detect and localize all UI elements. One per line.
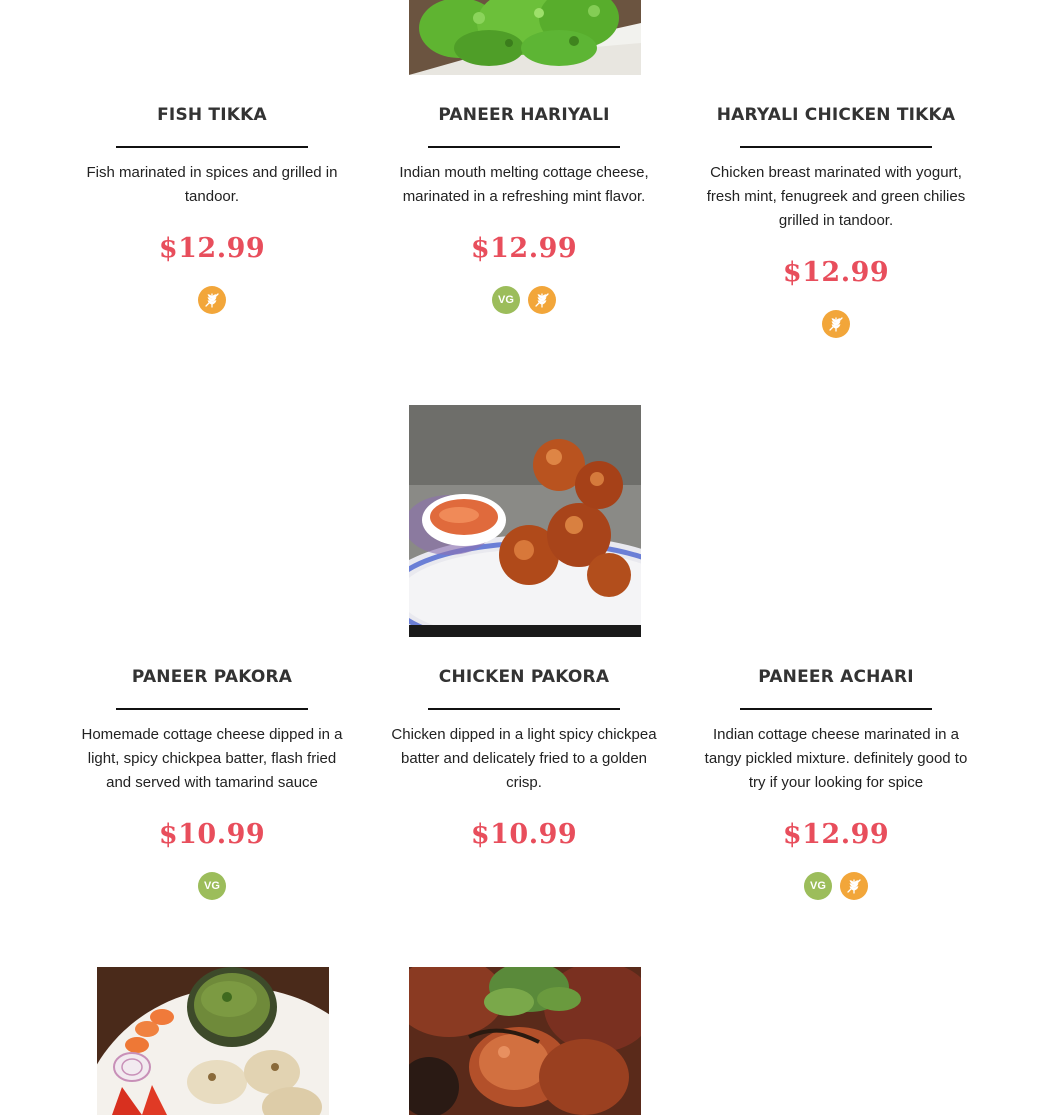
- dietary-badges: [62, 872, 362, 902]
- title-divider: [116, 146, 308, 148]
- title-divider: [428, 146, 620, 148]
- food-photo-tandoori-shrimp: [409, 967, 641, 1115]
- item-description: Chicken breast marinated with yogurt, fresh mint, fenugreek and green chilies grilled in tandoor.: [706, 164, 966, 229]
- dietary-badges: [686, 310, 986, 340]
- dietary-badges: [62, 286, 362, 316]
- menu-item-chicken-pakora: [374, 666, 674, 902]
- dietary-badges: [686, 872, 986, 902]
- dietary-badges: [374, 286, 674, 316]
- title-divider: [740, 708, 932, 710]
- menu-item-paneer-pakora: [62, 666, 362, 902]
- item-price: $10.99: [470, 819, 578, 850]
- vegan-badge-icon: VG: [804, 872, 832, 900]
- menu-item-paneer-achari: [686, 666, 986, 902]
- item-description: Chicken dipped in a light spicy chickpea batter and delicately fried to a golden crisp.: [391, 726, 657, 791]
- item-title: FISH TIKKA: [157, 105, 267, 125]
- item-price: $12.99: [470, 233, 578, 264]
- title-divider: [428, 708, 620, 710]
- item-title: CHICKEN PAKORA: [438, 667, 610, 687]
- menu-item-haryali-chicken-tikka: [686, 104, 986, 340]
- item-description: Indian cottage cheese marinated in a tangy pickled mixture. definitely good to try if your looking for spice: [704, 726, 968, 791]
- food-photo-paneer-hariyali: [409, 0, 641, 75]
- gluten-free-wheat-icon: [528, 286, 556, 314]
- food-photo-chicken-pakora: [409, 405, 641, 637]
- dietary-badges: [374, 872, 674, 902]
- vegan-badge-icon: VG: [492, 286, 520, 314]
- title-divider: [116, 708, 308, 710]
- item-title: PANEER ACHARI: [758, 667, 914, 687]
- item-title: PANEER HARIYALI: [438, 105, 610, 125]
- food-photo-tikka-platter: [97, 967, 329, 1115]
- item-title: HARYALI CHICKEN TIKKA: [716, 105, 956, 125]
- menu-item-paneer-hariyali: [374, 104, 674, 316]
- title-divider: [740, 146, 932, 148]
- item-price: $12.99: [158, 233, 266, 264]
- item-price: $12.99: [782, 819, 890, 850]
- item-description: Homemade cottage cheese dipped in a light, spicy chickpea batter, flash fried and served with tamarind sauce: [81, 726, 343, 791]
- item-title: PANEER PAKORA: [131, 667, 293, 687]
- gluten-free-wheat-icon: [822, 310, 850, 338]
- vegan-badge-icon: VG: [198, 872, 226, 900]
- menu-item-fish-tikka: [62, 104, 362, 316]
- item-price: $12.99: [782, 257, 890, 288]
- gluten-free-wheat-icon: [840, 872, 868, 900]
- gluten-free-wheat-icon: [198, 286, 226, 314]
- item-price: $10.99: [158, 819, 266, 850]
- item-description: Fish marinated in spices and grilled in tandoor.: [86, 164, 338, 205]
- item-description: Indian mouth melting cottage cheese, marinated in a refreshing mint flavor.: [399, 164, 649, 205]
